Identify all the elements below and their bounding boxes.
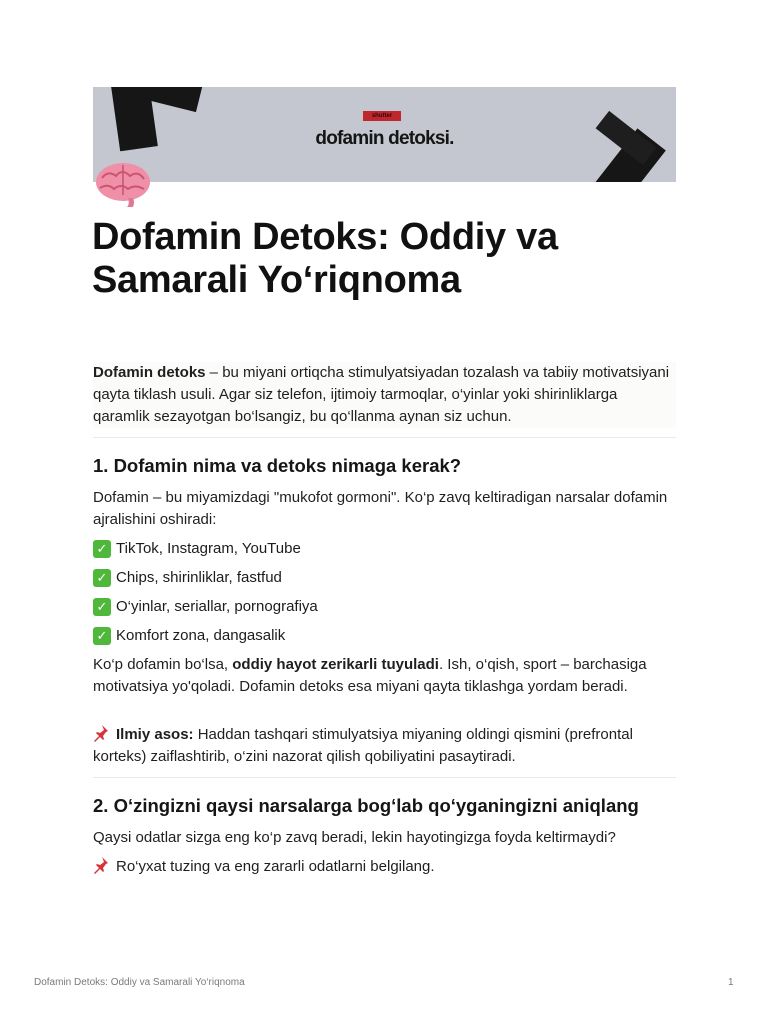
cover-banner <box>93 87 676 182</box>
note-text: Haddan tashqari stimulyatsiya miyaning oldingi qismini (prefrontal korteks) zaiflashtirib, o‘zini nazorat qilish qobiliyatini pasaytiradi. <box>93 726 633 765</box>
list-item <box>93 596 676 618</box>
section-heading: 2. O‘zingizni qaysi narsalarga bog‘lab qo‘yganingizni aniqlang <box>93 795 639 816</box>
page-title <box>92 216 692 302</box>
page-title-line: Dofamin Detoks: Oddiy va <box>92 216 558 258</box>
banner-title: dofamin detoksi. <box>315 128 454 149</box>
paragraph-emphasis: oddiy hayot zerikarli tuyuladi <box>232 656 439 673</box>
science-note <box>93 724 676 768</box>
paragraph-text: Ko‘p dofamin bo‘lsa, <box>93 656 233 673</box>
check-icon: ✓ <box>93 627 111 645</box>
divider <box>93 777 676 778</box>
paragraph-text: . Ish, o‘qish, sport – barchasiga motivatsiya yo'qoladi. Dofamin detoks esa miyani qayta tiklashga yordam beradi. <box>93 656 647 695</box>
list-item <box>93 625 676 647</box>
divider <box>93 437 676 438</box>
intro-paragraph <box>93 362 676 428</box>
check-icon: ✓ <box>93 540 111 558</box>
footer-doc-title: Dofamin Detoks: Oddiy va Samarali Yo‘riqnoma <box>34 977 245 988</box>
section-lead: Dofamin – bu miyamizdagi "mukofot gormoni". Ko‘p zavq keltiradigan narsalar dofamin ajralishini oshiradi: <box>93 489 668 528</box>
pin-icon <box>93 724 112 742</box>
section-question: Qaysi odatlar sizga eng ko‘p zavq beradi, lekin hayotingizga foyda keltirmaydi? <box>93 829 616 846</box>
list-item <box>93 567 676 589</box>
section-tip <box>93 856 676 878</box>
pin-icon <box>93 856 112 874</box>
document-body <box>93 362 676 878</box>
brain-icon <box>94 160 152 208</box>
check-icon: ✓ <box>93 598 111 616</box>
list-item-text: O‘yinlar, seriallar, pornografiya <box>116 598 318 615</box>
banner-tag: shutter <box>363 111 401 121</box>
list-item <box>93 538 676 560</box>
intro-text: – bu miyani ortiqcha stimulyatsiyadan tozalash va tabiiy motivatsiyani qayta tiklash usuli. Agar siz telefon, ijtimoiy tarmoqlar, o‘yinlar yoki shirinliklarga qaramlik sezayotgan bo‘lsangiz, bu qo‘llanma aynan siz uchun. <box>93 364 670 425</box>
section-paragraph <box>93 654 676 698</box>
intro-term: Dofamin detoks <box>93 364 206 381</box>
list-item-text: Chips, shirinliklar, fastfud <box>116 569 282 586</box>
footer-page-number: 1 <box>728 977 734 988</box>
check-icon: ✓ <box>93 569 111 587</box>
list-item-text: TikTok, Instagram, YouTube <box>116 540 301 557</box>
tip-text: Ro‘yxat tuzing va eng zararli odatlarni belgilang. <box>116 858 435 875</box>
list-item-text: Komfort zona, dangasalik <box>116 627 286 644</box>
section-heading: 1. Dofamin nima va detoks nimaga kerak? <box>93 455 462 476</box>
note-label: Ilmiy asos: <box>116 726 194 743</box>
page-title-line: Samarali Yo‘riqnoma <box>92 259 461 301</box>
